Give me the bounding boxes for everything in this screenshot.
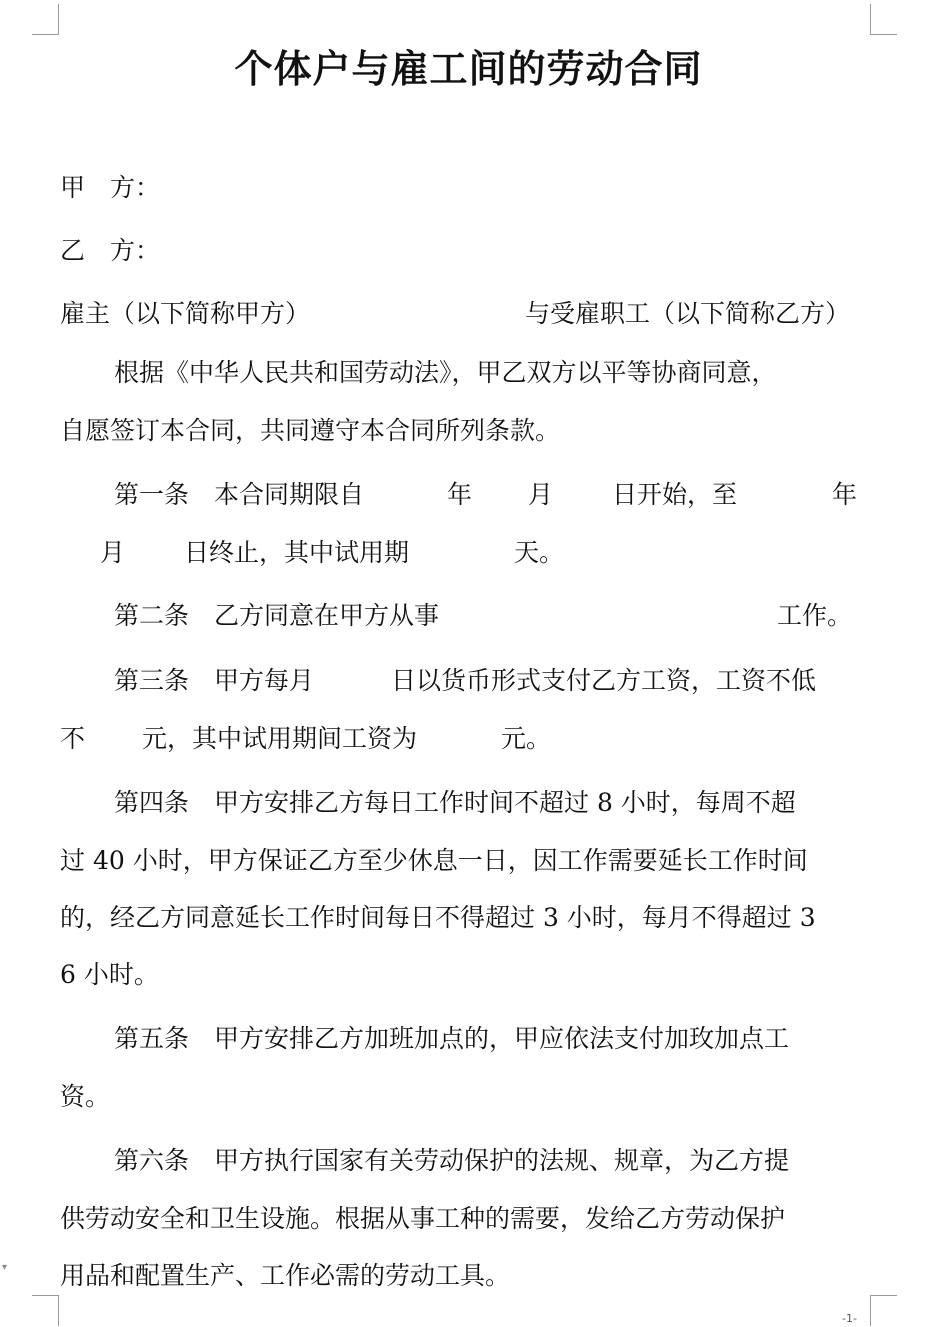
article-1-month: 月: [528, 480, 554, 509]
margin-arrow-icon: ▾: [2, 1262, 8, 1273]
crop-mark-bottom-right: [870, 1295, 897, 1326]
article-4-line-3: 的，经乙方同意延长工作时间每日不得超过 3 小时，每月不得超过 3: [60, 903, 816, 932]
article-2-end: 工作。: [777, 601, 853, 630]
article-6-line-3: 用品和配置生产、工作必需的劳动工具。: [60, 1261, 511, 1290]
article-1-start: 第一条 本合同期限自: [114, 480, 365, 509]
article-5-line-1: 第五条 甲方安排乙方加班加点的，甲应依法支付加玫加点工: [114, 1024, 790, 1053]
crop-mark-bottom-left: [32, 1295, 59, 1326]
article-1-end-day: 日终止，其中试用期: [184, 538, 410, 567]
article-1-end-month: 月: [100, 538, 126, 567]
article-6-line-2: 供劳动安全和卫生设施。根据从事工种的需要，发给乙方劳动保护: [60, 1204, 786, 1233]
article-4-line-2: 过 40 小时，甲方保证乙方至少休息一日，因工作需要延长工作时间: [60, 846, 808, 875]
parties-right: 与受雇职工（以下简称乙方）: [525, 299, 851, 328]
article-4-line-4: 6 小时。: [60, 960, 159, 989]
page-number: -1-: [842, 1312, 857, 1325]
article-5-line-2: 资。: [60, 1082, 111, 1111]
article-6-line-1: 第六条 甲方执行国家有关劳动保护的法规、规章，为乙方提: [114, 1146, 790, 1175]
party-a-label: 甲 方：: [60, 173, 161, 202]
document-title: 个体户与雇工间的劳动合同: [234, 46, 703, 91]
article-3-start: 第三条 甲方每月: [114, 666, 315, 695]
article-3-line-2-start: 不: [60, 724, 86, 753]
party-b-label: 乙 方：: [60, 236, 161, 265]
article-3-line-2-mid: 元，其中试用期间工资为: [142, 724, 418, 753]
article-1-day-start: 日开始，至: [612, 480, 738, 509]
article-1-trial-days: 天。: [514, 538, 565, 567]
article-3-line-1-rest: 日以货币形式支付乙方工资，工资不低: [391, 666, 817, 695]
parties-left: 雇主（以下简称甲方）: [60, 299, 311, 328]
intro-line-1: 根据《中华人民共和国劳动法》，甲乙双方以平等协商同意，: [114, 358, 777, 387]
article-1-end-year: 年: [832, 480, 858, 509]
article-2-start: 第二条 乙方同意在甲方从事: [114, 601, 440, 630]
article-3-line-2-end: 元。: [501, 724, 552, 753]
article-4-line-1: 第四条 甲方安排乙方每日工作时间不超过 8 小时，每周不超: [114, 788, 796, 817]
intro-line-2: 自愿签订本合同，共同遵守本合同所列条款。: [60, 416, 561, 445]
article-1-year: 年: [447, 480, 473, 509]
crop-mark-top-left: [32, 4, 59, 35]
crop-mark-top-right: [870, 4, 897, 35]
